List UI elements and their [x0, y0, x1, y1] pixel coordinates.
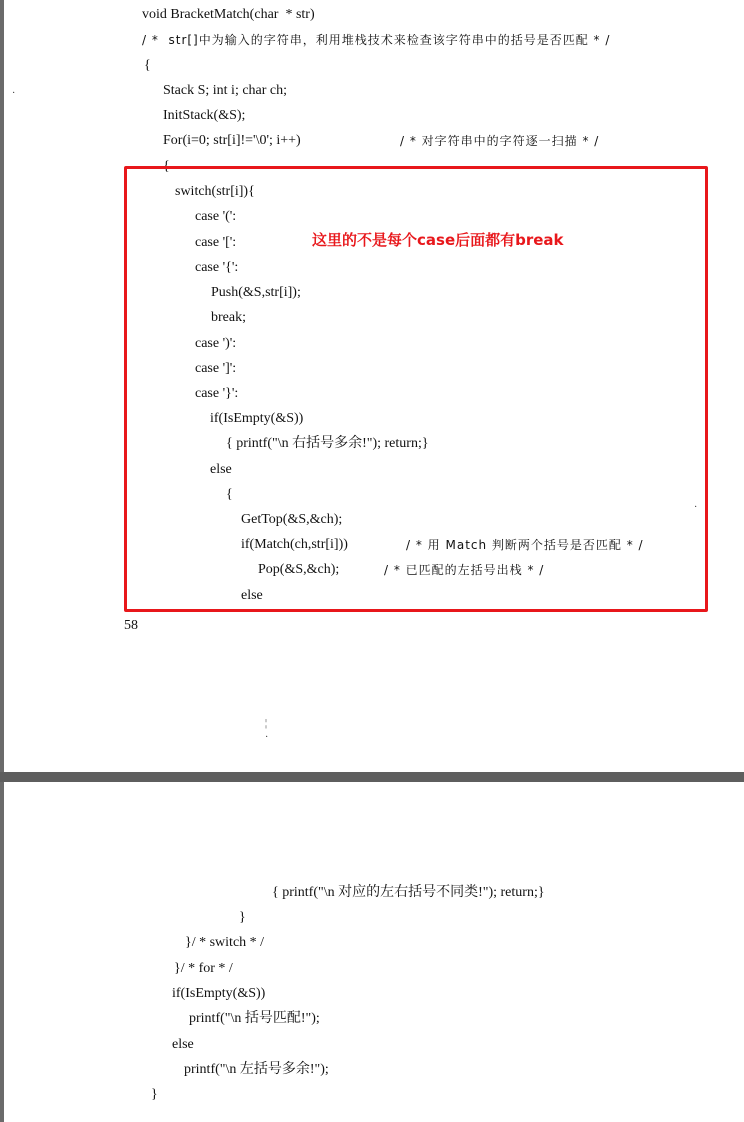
document-page-2: [0, 782, 744, 1122]
code-line: { printf("\n 对应的左右括号不同类!"); return;}: [272, 885, 545, 900]
code-line: For(i=0; str[i]!='\0'; i++): [163, 133, 301, 148]
code-line: if(Match(ch,str[i])): [241, 537, 348, 552]
code-line: case ')':: [195, 336, 237, 351]
code-line: switch(str[i]){: [175, 184, 255, 199]
code-line: }: [151, 1087, 158, 1102]
code-line: }/ * switch * /: [185, 935, 265, 950]
code-line: printf("\n 括号匹配!");: [189, 1011, 320, 1026]
code-line: {: [144, 58, 151, 73]
code-line: printf("\n 左括号多余!");: [184, 1062, 329, 1077]
scan-speck: ·: [694, 502, 698, 513]
code-line: InitStack(&S);: [163, 108, 246, 123]
code-line: case '{':: [195, 260, 239, 275]
code-line: case '(':: [195, 209, 237, 224]
annotation-text: 这里的不是每个case后面都有break: [312, 231, 564, 249]
code-comment: / * 用 Match 判断两个括号是否匹配 * /: [406, 538, 644, 552]
code-line: if(IsEmpty(&S)): [172, 986, 266, 1001]
code-line: else: [241, 588, 263, 603]
scan-speck: ·: [12, 88, 16, 99]
code-line: Stack S; int i; char ch;: [163, 83, 288, 98]
code-line: {: [226, 487, 233, 502]
code-line: break;: [211, 310, 246, 325]
code-line: }/ * for * /: [174, 961, 233, 976]
code-comment: / * 已匹配的左括号出栈 * /: [384, 563, 545, 577]
code-line: GetTop(&S,&ch);: [241, 512, 343, 527]
page-number: 58: [124, 618, 138, 633]
page-separator: [0, 772, 744, 782]
scan-speck: ·: [265, 732, 269, 743]
code-line: if(IsEmpty(&S)): [210, 411, 304, 426]
code-comment: / * 对字符串中的字符逐一扫描 * /: [400, 134, 600, 148]
code-line: }: [239, 910, 246, 925]
scan-speck: ¦: [265, 718, 268, 729]
code-line: else: [210, 462, 232, 477]
code-line: case ']':: [195, 361, 237, 376]
code-line: Push(&S,str[i]);: [211, 285, 301, 300]
code-line: void BracketMatch(char * str): [142, 7, 315, 22]
code-line: {: [163, 159, 170, 174]
code-line: case '[':: [195, 235, 237, 250]
code-line: Pop(&S,&ch);: [258, 562, 340, 577]
code-line: case '}':: [195, 386, 239, 401]
code-line: { printf("\n 右括号多余!"); return;}: [226, 436, 429, 451]
code-line: else: [172, 1037, 194, 1052]
code-comment: / * str[]中为输入的字符串，利用堆栈技术来检查该字符串中的括号是否匹配 * /: [142, 33, 611, 47]
